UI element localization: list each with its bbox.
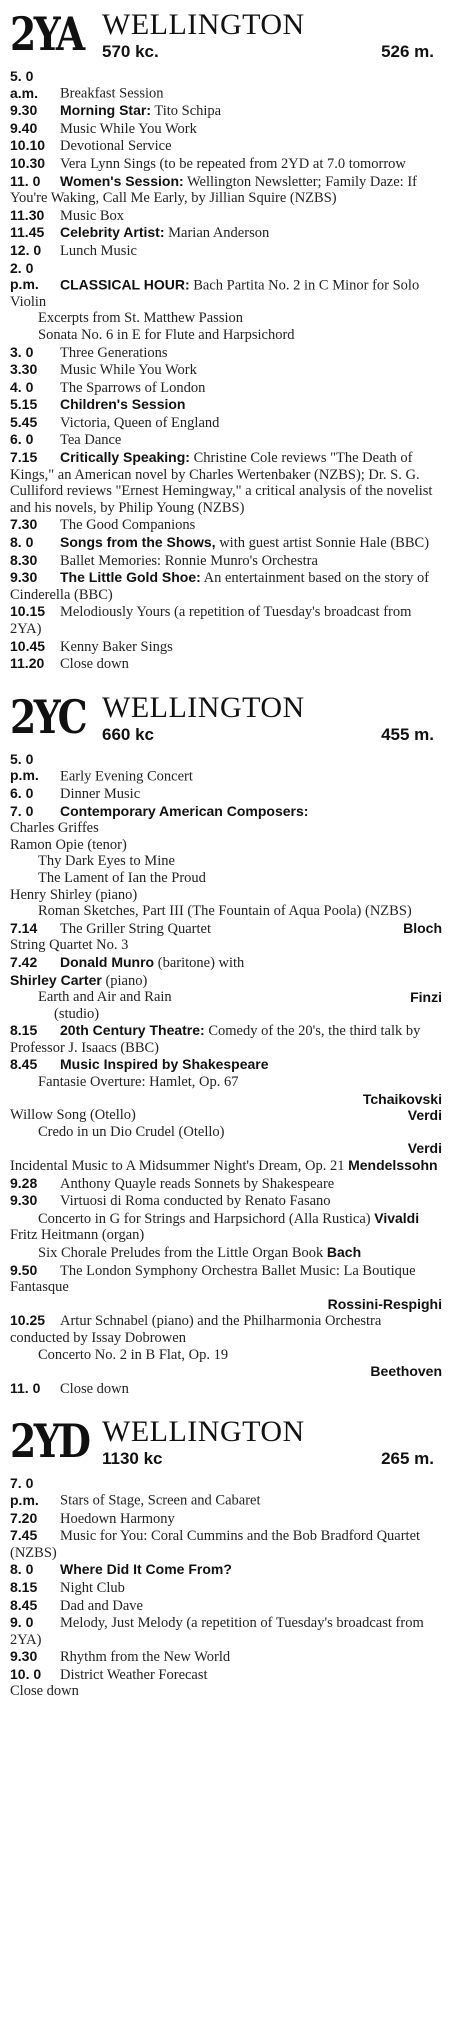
composer-name: Bach [326, 1244, 362, 1260]
programme-text: The Good Companions [60, 517, 196, 534]
programme-entry [10, 803, 442, 821]
programme-text: Fritz Heitmann (organ) [10, 1227, 145, 1244]
programme-item [10, 1347, 442, 1380]
programme-item [10, 1210, 442, 1228]
programme-title: Children's Session [60, 396, 186, 413]
programme-time: 7. 0 [10, 802, 34, 819]
programme-item [10, 1006, 442, 1023]
programme-time: 11.30 [10, 206, 45, 223]
station-city: WELLINGTON [102, 8, 305, 41]
programme-item [10, 1683, 442, 1700]
programme-entry [10, 638, 442, 656]
composer-name: Finzi [410, 989, 442, 1006]
programme-time: 10.25 [10, 1312, 46, 1329]
station-header [10, 6, 442, 68]
programme-time: 10.30 [10, 154, 46, 171]
programme-time: 9.50 [10, 1261, 38, 1278]
programme-text: Comedy of the 20's, the third talk by Professor J. Isaacs (BBC) [10, 1023, 421, 1056]
programme-time: 4. 0 [10, 378, 34, 395]
composer-name: Vivaldi [374, 1209, 420, 1226]
programme-item [10, 937, 442, 954]
programme-item [10, 837, 442, 854]
station-city: WELLINGTON [102, 1415, 305, 1449]
programme-text: (studio) [54, 1005, 100, 1022]
programme-time: 5. 0 a.m. [10, 68, 39, 101]
programme-entry [10, 751, 442, 785]
programme-time: 10.10 [10, 137, 46, 154]
programme-text: The Lament of Ian the Proud [38, 869, 206, 886]
programme-text: The Sparrows of London [60, 379, 206, 396]
programme-title: 20th Century Theatre: [60, 1022, 205, 1039]
programme-entry [10, 137, 442, 155]
programme-entry [10, 1475, 442, 1509]
programme-list [10, 68, 442, 673]
programme-list [10, 751, 442, 1398]
programme-text: Dinner Music [60, 785, 141, 802]
radio-listings-page [10, 0, 442, 1700]
programme-text: Devotional Service [60, 138, 172, 155]
station-2yd [10, 1413, 442, 1700]
programme-entry [10, 155, 442, 173]
programme-text: Rhythm from the New World [60, 1649, 231, 1666]
programme-entry [10, 655, 442, 673]
programme-entry [10, 1597, 442, 1615]
programme-title: Music Inspired by Shakespeare [60, 1056, 269, 1073]
programme-text: Six Chorale Preludes from the Little Organ Book [38, 1245, 324, 1261]
composer-name: Rossini-Respighi [327, 1295, 442, 1312]
programme-title: Shirley Carter [10, 971, 102, 988]
programme-text: Music While You Work [60, 362, 197, 379]
programme-entry [10, 569, 442, 603]
programme-entry [10, 224, 442, 242]
programme-item [10, 1074, 442, 1107]
programme-text: Concerto in G for Strings and Harpsichord (Alla Rustica) [38, 1210, 371, 1227]
programme-entry [10, 1380, 442, 1398]
programme-item [10, 1157, 442, 1175]
programme-time: 11.45 [10, 224, 45, 241]
programme-time: 7.14 [10, 919, 38, 936]
programme-title: Critically Speaking: [60, 449, 190, 466]
programme-text: Wellington Newsletter; Family Daze: If You're Waking, Call Me Early, by Jillian Squire (NZBS) [10, 173, 417, 207]
programme-text: Thy Dark Eyes to Mine [38, 853, 175, 870]
programme-time: 11. 0 [10, 1379, 41, 1396]
programme-entry [10, 1614, 442, 1648]
station-header [10, 689, 442, 751]
programme-title: CLASSICAL HOUR: [60, 276, 190, 293]
programme-entry [10, 1056, 442, 1074]
programme-entry [10, 1510, 442, 1528]
programme-text: Marian Anderson [168, 225, 270, 242]
programme-time: 7.15 [10, 449, 38, 466]
programme-item [10, 870, 442, 887]
programme-text: An entertainment based on the story of Cinderella (BBC) [10, 570, 430, 603]
programme-entry [10, 603, 442, 637]
programme-time: 7. 0 p.m. [10, 1475, 39, 1508]
station-2yc [10, 689, 442, 1398]
programme-time: 9.28 [10, 1174, 38, 1191]
programme-time: 10.45 [10, 637, 46, 654]
programme-entry [10, 1312, 442, 1346]
programme-text: Excerpts from St. Matthew Passion [38, 310, 243, 327]
programme-text: Ballet Memories: Ronnie Munro's Orchestra [60, 552, 318, 569]
programme-time: 2. 0 p.m. [10, 259, 39, 293]
station-call-sign: 2YC [10, 689, 86, 744]
programme-time: 12. 0 [10, 241, 42, 258]
programme-time: 8.45 [10, 1596, 38, 1613]
programme-entry [10, 102, 442, 120]
programme-text: Charles Griffes [10, 820, 99, 837]
programme-text: Melody, Just Melody (a repetition of Tuesday's broadcast from 2YA) [10, 1615, 424, 1648]
programme-text: Close down [60, 1380, 129, 1397]
programme-title: Morning Star: [60, 102, 151, 119]
programme-time: 9.30 [10, 102, 38, 119]
programme-time: 7.30 [10, 516, 38, 533]
programme-entry [10, 449, 442, 516]
programme-time: 11. 0 [10, 172, 41, 189]
programme-time: 6. 0 [10, 431, 34, 448]
station-wavelength: 526 m. [381, 42, 434, 61]
programme-time: 7.42 [10, 953, 38, 970]
programme-text: Incidental Music to A Midsummer Night's Dream, Op. 21 [10, 1158, 345, 1175]
programme-time: 8.15 [10, 1578, 38, 1595]
programme-entry [10, 242, 442, 260]
programme-entry [10, 120, 442, 138]
programme-time: 9.30 [10, 569, 38, 586]
programme-text: Night Club [60, 1579, 125, 1596]
programme-entry [10, 344, 442, 362]
programme-time: 6. 0 [10, 784, 34, 801]
station-wavelength: 265 m. [381, 1449, 434, 1469]
programme-entry [10, 1579, 442, 1597]
programme-text: Willow Song (Otello) [10, 1107, 136, 1124]
programme-text: Earth and Air and Rain [38, 989, 172, 1006]
programme-text: Close down [60, 656, 129, 673]
programme-entry [10, 260, 442, 311]
programme-time: 10. 0 [10, 1665, 42, 1682]
station-frequency: 570 kc. [102, 42, 159, 61]
programme-entry [10, 1192, 442, 1210]
programme-item [10, 887, 442, 904]
programme-entry [10, 431, 442, 449]
programme-entry [10, 534, 442, 552]
programme-text: Lunch Music [60, 242, 137, 259]
programme-entry [10, 1666, 442, 1684]
programme-item [10, 1124, 442, 1157]
programme-list [10, 1475, 442, 1700]
programme-time: 7.20 [10, 1509, 38, 1526]
programme-time: 10.15 [10, 603, 46, 620]
programme-title: The Little Gold Shoe: [60, 569, 201, 586]
station-call-sign: 2YD [10, 1414, 89, 1469]
station-city: WELLINGTON [102, 690, 305, 724]
programme-time: 8.45 [10, 1056, 38, 1073]
programme-text: Stars of Stage, Screen and Cabaret [60, 1492, 261, 1509]
programme-text: Hoedown Harmony [60, 1510, 175, 1527]
programme-time: 5.45 [10, 413, 38, 430]
programme-text: Henry Shirley (piano) [10, 886, 138, 903]
programme-entry [10, 68, 442, 102]
programme-text: Close down [10, 1683, 79, 1700]
programme-entry [10, 1262, 442, 1313]
programme-text: String Quartet No. 3 [10, 937, 129, 954]
station-frequency: 660 kc [102, 724, 154, 744]
programme-time: 11.20 [10, 655, 45, 672]
composer-name: Verdi [407, 1107, 442, 1124]
programme-entry [10, 1022, 442, 1056]
programme-title: Celebrity Artist: [60, 224, 165, 241]
programme-title: Donald Munro [60, 953, 155, 970]
programme-entry [10, 396, 442, 414]
station-call-sign: 2YA [10, 7, 83, 61]
composer-name: Tchaikovski [362, 1090, 442, 1107]
programme-item [10, 1107, 442, 1124]
programme-text: Fantasie Overture: Hamlet, Op. 67 [38, 1074, 239, 1091]
programme-time: 8. 0 [10, 1561, 34, 1578]
programme-text: Music for You: Coral Cummins and the Bob Bradford Quartet (NZBS) [10, 1528, 421, 1561]
programme-time: 9.40 [10, 119, 38, 136]
programme-entry [10, 920, 442, 938]
programme-text: Virtuosi di Roma conducted by Renato Fasano [60, 1193, 331, 1210]
programme-item [10, 820, 442, 837]
programme-item [10, 327, 442, 344]
programme-text: Concerto No. 2 in B Flat, Op. 19 [38, 1346, 229, 1363]
programme-time: 5.15 [10, 396, 38, 413]
programme-item [10, 310, 442, 327]
programme-text: Breakfast Session [60, 85, 164, 102]
programme-entry [10, 1648, 442, 1666]
programme-entry [10, 552, 442, 570]
programme-text: Dad and Dave [60, 1597, 143, 1614]
programme-text: The Griller String Quartet [60, 920, 211, 937]
programme-item [10, 989, 442, 1006]
programme-title: Contemporary American Composers: [60, 802, 309, 819]
programme-time: 7.45 [10, 1527, 38, 1544]
station-wavelength: 455 m. [381, 724, 434, 744]
programme-text: Artur Schnabel (piano) and the Philharmonia Orchestra conducted by Issay Dobrowen [10, 1313, 382, 1346]
programme-time: 3.30 [10, 361, 38, 378]
programme-text: Vera Lynn Sings (to be repeated from 2YD at 7.0 tomorrow [60, 155, 406, 172]
station-2ya [10, 6, 442, 673]
programme-text: Melodiously Yours (a repetition of Tuesday's broadcast from 2YA) [10, 604, 412, 637]
programme-item [10, 1227, 442, 1244]
composer-name: Verdi [407, 1140, 442, 1157]
programme-time: 9.30 [10, 1648, 38, 1665]
programme-time: 5. 0 p.m. [10, 750, 39, 784]
programme-text: Tito Schipa [154, 103, 222, 120]
programme-entry [10, 785, 442, 803]
programme-text: Anthony Quayle reads Sonnets by Shakespeare [60, 1175, 335, 1192]
programme-text: Bach Partita No. 2 in C Minor for Solo Violin [10, 277, 420, 310]
programme-time: 9. 0 [10, 1614, 34, 1631]
programme-text: Victoria, Queen of England [60, 414, 220, 431]
programme-time: 8. 0 [10, 534, 34, 551]
programme-entry [10, 207, 442, 225]
programme-title: Women's Session: [60, 172, 184, 189]
programme-text: Music While You Work [60, 120, 197, 137]
programme-text: Early Evening Concert [60, 768, 193, 785]
programme-entry [10, 1561, 442, 1579]
programme-entry [10, 1175, 442, 1193]
programme-title: Songs from the Shows, [60, 534, 216, 551]
programme-text: Christine Cole reviews "The Death of Kings," an American novel by Charles Wertenbaker (NZBS); Dr. S. G. Culliford reviews "Ernest Hemingway," a critical analysis of the novelist and his novels, by Philip Young (NZBS) [10, 450, 433, 516]
station-header [10, 1413, 442, 1475]
programme-text: Tea Dance [60, 432, 122, 449]
programme-time: 3. 0 [10, 343, 34, 360]
programme-text: Roman Sketches, Part III (The Fountain of Aqua Poola) (NZBS) [38, 903, 412, 920]
station-frequency: 1130 kc [102, 1449, 163, 1469]
programme-item [10, 1244, 442, 1262]
programme-item [10, 972, 442, 990]
programme-entry [10, 516, 442, 534]
programme-time: 9.30 [10, 1192, 38, 1209]
programme-entry [10, 414, 442, 432]
programme-time: 8.30 [10, 551, 38, 568]
programme-item [10, 903, 442, 920]
composer-name: Beethoven [370, 1363, 442, 1380]
programme-entry [10, 954, 442, 972]
programme-text: with guest artist Sonnie Hale (BBC) [219, 535, 430, 552]
programme-title: Where Did It Come From? [60, 1561, 232, 1578]
programme-text: Sonata No. 6 in E for Flute and Harpsichord [38, 326, 295, 343]
programme-text: Three Generations [60, 344, 168, 361]
programme-text: Kenny Baker Sings [60, 638, 173, 655]
composer-name: Bloch [403, 919, 442, 936]
programme-text: The London Symphony Orchestra Ballet Music: La Boutique Fantasque [10, 1262, 416, 1296]
programme-entry [10, 173, 442, 207]
programme-text: Ramon Opie (tenor) [10, 836, 127, 853]
programme-text: District Weather Forecast [60, 1666, 208, 1683]
programme-item [10, 853, 442, 870]
programme-entry [10, 379, 442, 397]
programme-text: (baritone) with [157, 954, 245, 971]
programme-entry [10, 1527, 442, 1561]
programme-text: Music Box [60, 207, 125, 224]
programme-text: (piano) [105, 972, 148, 989]
programme-text: Credo in un Dio Crudel (Otello) [38, 1123, 225, 1140]
programme-entry [10, 361, 442, 379]
composer-name: Mendelssohn [348, 1157, 438, 1174]
programme-time: 8.15 [10, 1022, 38, 1039]
